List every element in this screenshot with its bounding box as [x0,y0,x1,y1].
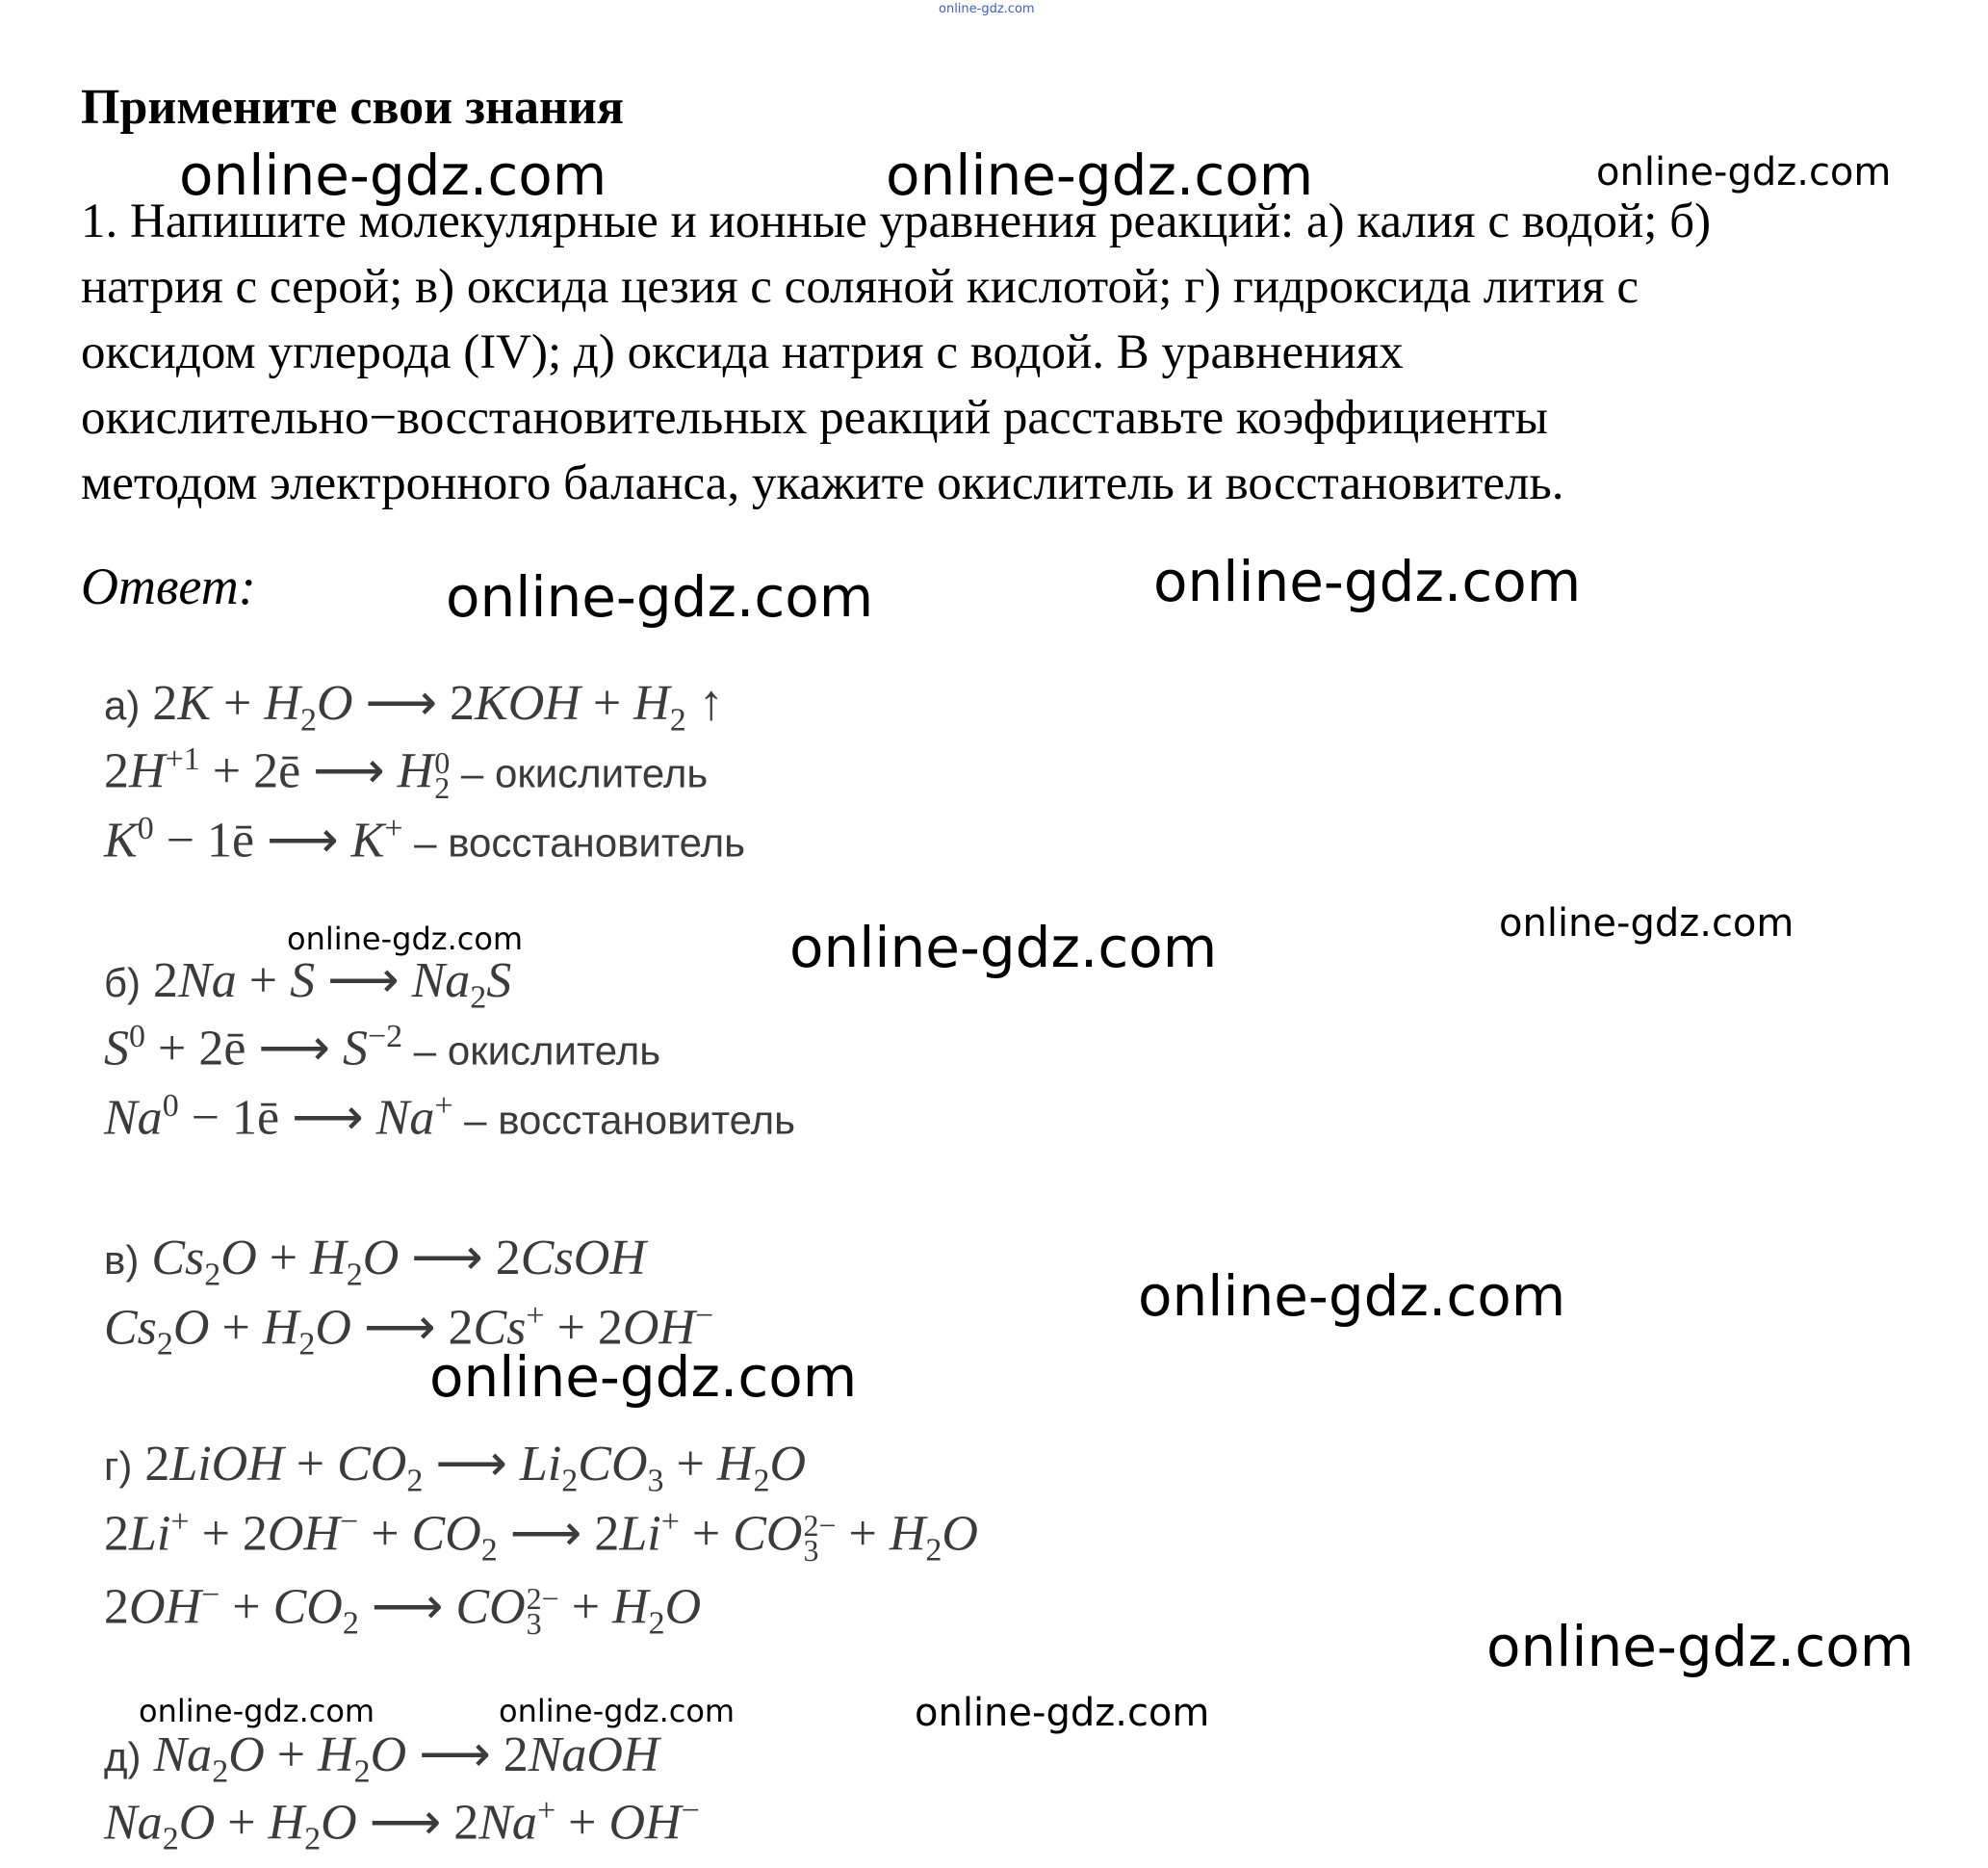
watermark: online-gdz.com [886,143,1314,208]
answer-label: Ответ: [81,558,256,615]
watermark: online-gdz.com [1153,549,1582,614]
watermark: online-gdz.com [139,1693,375,1729]
equation-a-reduction: $K^0$ − 1ē ⟶ K+ – восстановитель [104,811,745,869]
equation-g-ionic-short: $2OH^- + CO_2$ ⟶ CO 2− 3 + $H_2O$ [104,1577,702,1642]
equation-d-molecular: д) $Na_2O + H_2O$ ⟶ 2NaOH [104,1727,659,1790]
task-line: методом электронного баланса, укажите окислитель и восстановитель. [81,456,1564,510]
task-text [81,189,1711,516]
watermark: online-gdz.com [429,1344,858,1410]
equation-g-ionic-full: $2Li^+ + 2OH^- + CO_2$ ⟶ 2Li+ + CO 2− 3 + $H_2O$ [104,1504,978,1569]
equation-b-molecular: б) 2Na + S ⟶ $Na_2S$ [104,953,512,1016]
watermark: online-gdz.com [789,915,1218,980]
task-line: оксидом углерода (IV); д) оксида натрия с водой. В уравнениях [81,325,1404,379]
equation-b-oxidation: $S^0$ + 2ē ⟶ $S^{-2}$ – окислитель [104,1019,661,1077]
task-line: 1. Напишите молекулярные и ионные уравнения реакций: а) калия с водой; б) [81,195,1712,248]
reducer-label: – восстановитель [402,819,745,866]
item-label-v: в) [104,1237,140,1283]
reducer-label: – восстановитель [452,1097,795,1143]
oxidizer-label: – окислитель [450,750,709,796]
watermark: online-gdz.com [1486,1614,1915,1679]
watermark: online-gdz.com [1499,901,1794,946]
watermark: online-gdz.com [1596,150,1892,195]
item-label-b: б) [104,960,142,1005]
task-line: окислительно−восстановительных реакций расставьте коэффициенты [81,391,1548,445]
item-label-a: а) [104,683,141,728]
equation-a-molecular: а) $2K + H_2O$ ⟶ $2KOH + H_2$ ↑ [104,676,724,739]
watermark: online-gdz.com [287,921,524,957]
watermark: online-gdz.com [1138,1263,1566,1329]
equation-g-molecular: г) 2LiOH + $CO_2$ ⟶ $Li_2CO_3 + H_2O$ [104,1437,806,1499]
item-label-g: г) [104,1443,133,1489]
task-line: натрия с серой; в) оксида цезия с соляной кислотой; г) гидроксида лития с [81,260,1639,314]
equation-a-oxidation: $2H^{+1}$ + 2ē ⟶ H 0 2 – окислитель [104,741,709,806]
top-watermark: online-gdz.com [939,2,1035,16]
watermark: online-gdz.com [915,1691,1210,1735]
equation-b-reduction: $Na^0$ − 1ē ⟶ Na+ – восстановитель [104,1088,795,1146]
watermark: online-gdz.com [446,564,874,630]
equation-d-ionic: $Na_2O + H_2O$ ⟶ 2Na+ + OH− [104,1793,700,1857]
section-heading: Примените свои знания [81,80,625,135]
equation-v-molecular: в) $Cs_2O + H_2O$ ⟶ 2CsOH [104,1231,646,1293]
item-label-d: д) [104,1734,142,1779]
watermark: online-gdz.com [499,1693,736,1729]
watermark: online-gdz.com [179,143,607,208]
equation-v-ionic: $Cs_2O + H_2O$ ⟶ 2Cs+ + 2OH− [104,1298,714,1362]
oxidizer-label: – окислитель [402,1027,661,1074]
